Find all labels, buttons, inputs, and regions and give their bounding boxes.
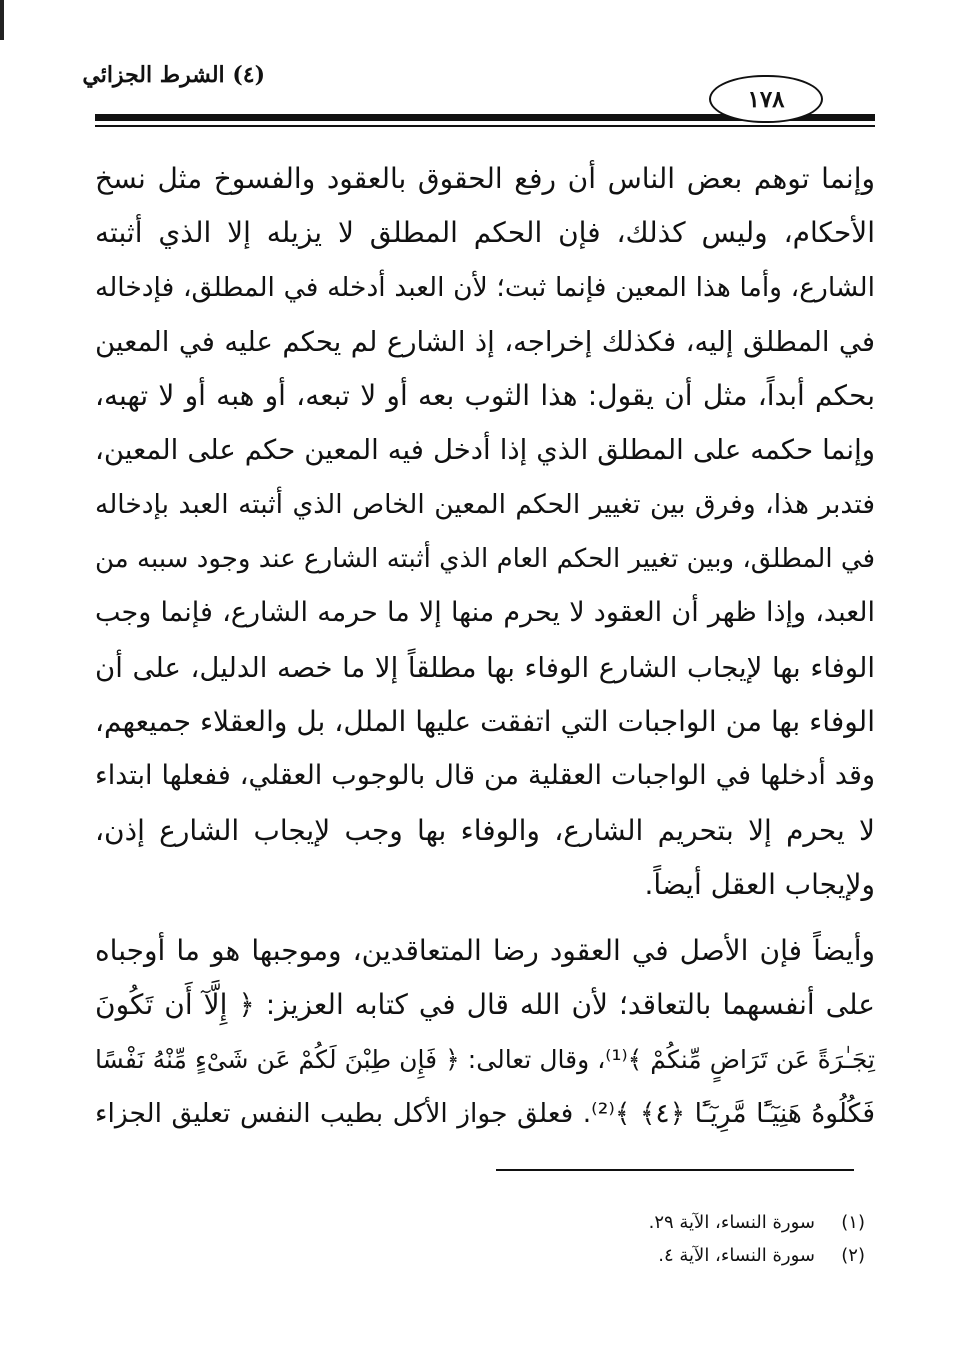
text-line: ولإيجاب العقل أيضاً. bbox=[644, 867, 875, 901]
text-line: على أنفسهما بالتعاقد؛ لأن الله قال في كتابه العزيز: ﴿ إِلَّآ أَن تَكُونَ bbox=[95, 988, 875, 1022]
footnote-item bbox=[560, 1206, 865, 1239]
text-line: وإنما حكمه على المطلق الذي إذا أدخل فيه المعين حكم على المعين، bbox=[95, 434, 875, 467]
text-line: وقد أدخلها في الواجبات العقلية من قال بالوجوب العقلي، ففعلها ابتداء bbox=[95, 760, 875, 792]
footnotes bbox=[560, 1206, 865, 1272]
header-rule-thin bbox=[95, 125, 875, 127]
footnote-item bbox=[560, 1239, 865, 1272]
text-line: الوفاء بها لإيجاب الشارع الوفاء بها مطلقاً إلا ما خصه الدليل، على أن bbox=[95, 651, 875, 684]
text-line: بحكم أبداً، مثل أن يقول: هذا الثوب بعه أو لا تبعه، أو هبه أو لا تهبه، bbox=[95, 379, 875, 413]
main-text bbox=[95, 152, 875, 1141]
footnote-text: سورة النساء، الآية ٤. bbox=[658, 1245, 815, 1266]
text-line: في المطلق، وبين تغيير الحكم العام الذي أثبته الشارع عند وجود سببه من bbox=[95, 544, 875, 575]
page-edge-mark bbox=[0, 0, 4, 40]
text-line: وأيضاً فإن الأصل في العقود رضا المتعاقدين، وموجبها هو ما أوجباه bbox=[95, 934, 875, 968]
text-line: العبد، وإذا ظهر أن العقود لا يحرم منها إلا ما حرمه الشارع، فإنما وجب bbox=[95, 597, 875, 629]
footnote-number: (١) bbox=[841, 1212, 865, 1233]
running-head: (٤) الشرط الجزائي bbox=[82, 62, 265, 88]
text-line: الشارع، وأما هذا المعين فإنما ثبت؛ لأن العبد أدخله في المطلق، فإدخاله bbox=[95, 271, 875, 303]
text-line: لا يحرم إلا بتحريم الشارع، والوفاء بها وجب لإيجاب الشارع إذن، bbox=[95, 813, 875, 847]
page-number: ١٧٨ bbox=[709, 75, 823, 123]
text-line: فتدبر هذا، وفرق بين تغيير الحكم المعين الخاص الذي أثبته العبد بإدخاله bbox=[95, 488, 875, 520]
quran-verse-line: فَكُلُوهُ هَنِيٓـًٔا مَّرِيٓـًٔا ﴿٤﴾ ﴾⁽²⁾. فعلق جواز الأكل بطيب النفس تعليق الجزاء bbox=[95, 1098, 875, 1130]
text-line: الأحكام، وليس كذلك، فإن الحكم المطلق لا يزيله إلا الذي أثبته bbox=[95, 216, 875, 250]
text-line: في المطلق إليه، فكذلك إخراجه، إذ الشارع لم يحكم عليه في المعين bbox=[95, 325, 875, 358]
page-header bbox=[82, 62, 875, 142]
text-line: وإنما توهم بعض الناس أن رفع الحقوق بالعقود والفسوخ مثل نسخ bbox=[95, 162, 875, 195]
footnote-text: سورة النساء، الآية ٢٩. bbox=[648, 1212, 815, 1233]
footnote-separator bbox=[496, 1169, 854, 1171]
text-line: الوفاء بها من الواجبات التي اتفقت عليها الملل، بل والعقلاء جميعهم، bbox=[95, 704, 875, 738]
quran-verse-line: تِجَـٰرَةً عَن تَرَاضٍ مِّنكُمْ ﴾⁽¹⁾، وقال تعالى: ﴿ فَإِن طِبْنَ لَكُمْ عَن شَىْءٍ مِّنْهُ نَفْسًا bbox=[95, 1044, 875, 1074]
footnote-number: (٢) bbox=[841, 1245, 865, 1266]
paragraph-gap bbox=[95, 912, 875, 924]
